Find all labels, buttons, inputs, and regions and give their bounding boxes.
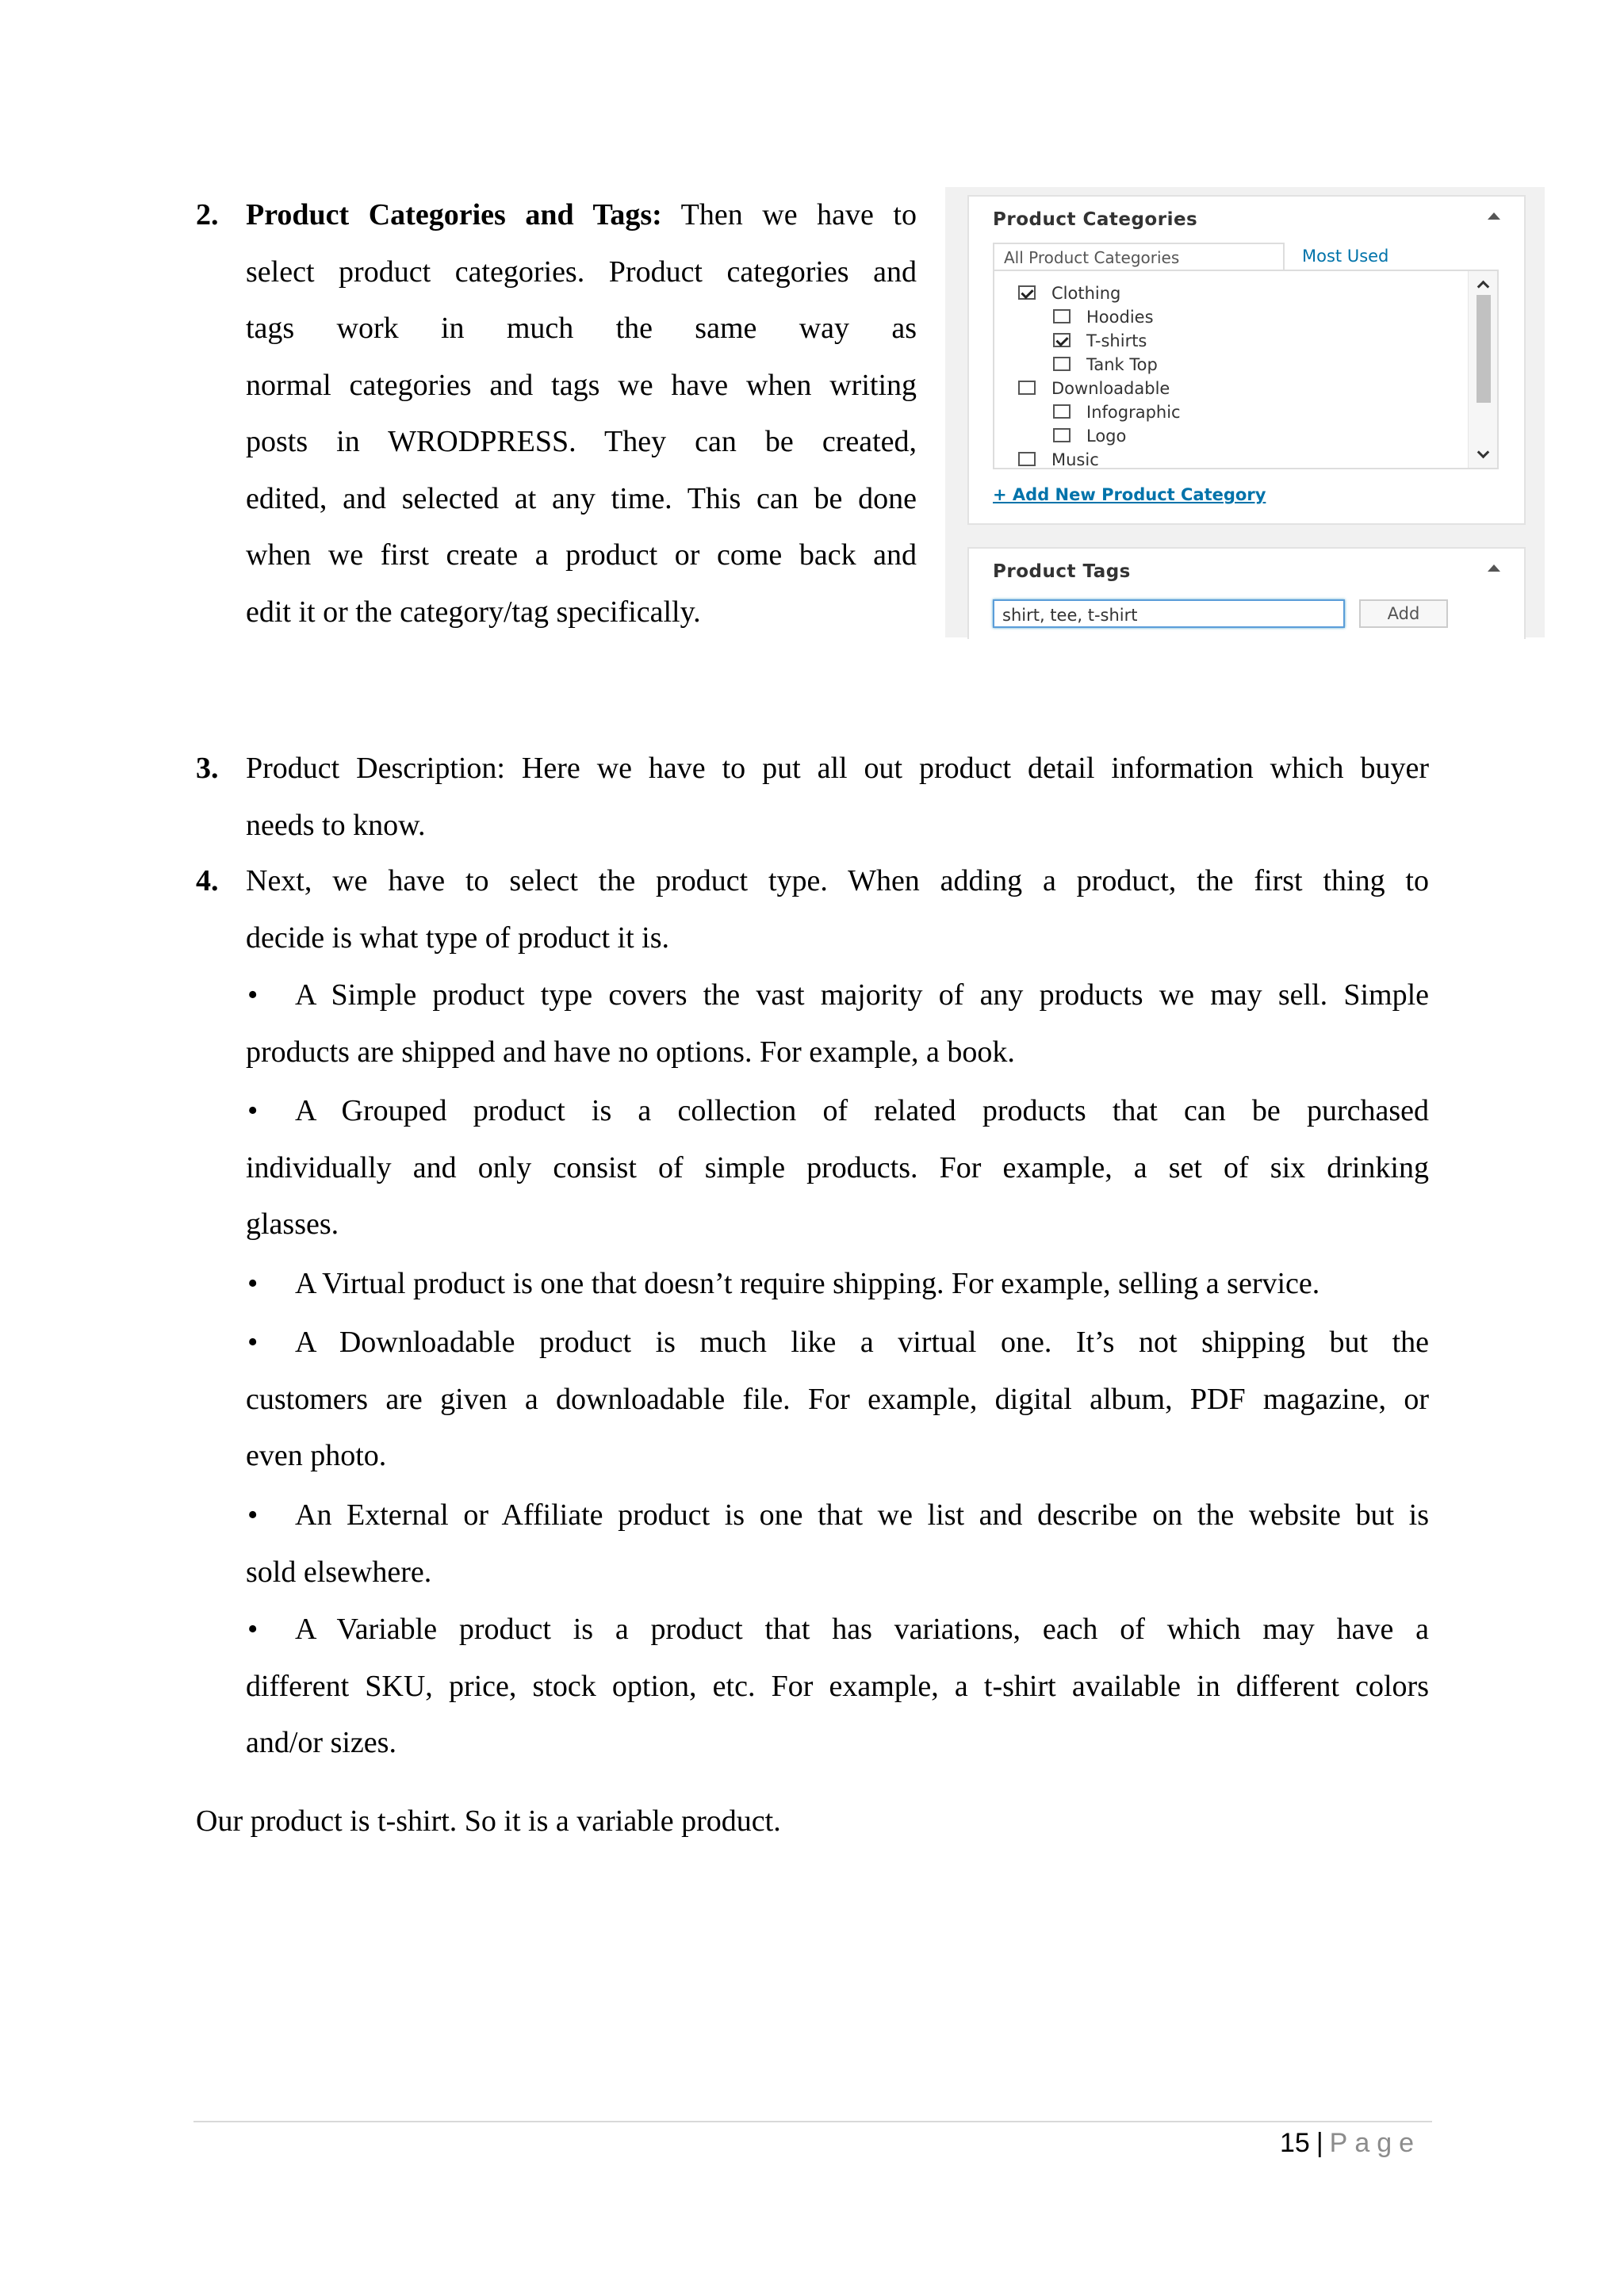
collapse-arrow-icon[interactable]: [1488, 212, 1500, 220]
page-number: 15: [1280, 2128, 1310, 2158]
item2-line: select product categories. Product categories and: [246, 254, 917, 289]
category-scrollbar[interactable]: [1468, 271, 1497, 468]
item2-line: normal categories and tags we have when writing: [246, 368, 917, 402]
bullet-line: A Variable product is a product that has variations, each of which may have a: [295, 1613, 1429, 1646]
bullet-item-grouped: [246, 1083, 1429, 1253]
product-categories-metabox: [967, 195, 1526, 525]
bullet-icon: •: [247, 1267, 259, 1300]
checkbox-icon[interactable]: [1053, 309, 1071, 323]
checkbox-icon[interactable]: [1018, 381, 1036, 395]
item4-line: decide is what type of product it is.: [246, 920, 669, 955]
page-footer: [1280, 2128, 1421, 2159]
categories-title: Product Categories: [993, 209, 1198, 230]
item4-paragraph: [246, 853, 1429, 966]
category-item-t-shirts[interactable]: T-shirts: [1053, 330, 1147, 352]
category-checklist: [993, 270, 1499, 469]
item3-line: Product Description: Here we have to put all out product detail information which buyer: [246, 752, 1429, 785]
footer-separator: |: [1316, 2128, 1323, 2158]
bullet-item-virtual: [246, 1256, 1429, 1313]
checkbox-checked-icon[interactable]: [1053, 333, 1071, 347]
bullet-line: even photo.: [246, 1439, 387, 1472]
bullet-item-downloadable: [246, 1314, 1429, 1485]
bullet-icon: •: [247, 1094, 259, 1127]
tab-most-used[interactable]: Most Used: [1302, 247, 1389, 266]
scroll-thumb[interactable]: [1477, 295, 1491, 403]
category-item-downloadable[interactable]: Downloadable: [1018, 377, 1170, 400]
checkbox-icon[interactable]: [1053, 357, 1071, 371]
item2-line: edit it or the category/tag specifically.: [246, 595, 701, 629]
closing-sentence: Our product is t-shirt. So it is a variable product.: [196, 1804, 781, 1838]
bullet-line: and/or sizes.: [246, 1726, 396, 1759]
category-item-logo[interactable]: Logo: [1053, 425, 1126, 447]
bullet-line: A Simple product type covers the vast majority of any products we may sell. Simple: [295, 978, 1429, 1012]
bullet-icon: •: [247, 978, 259, 1012]
bullet-line: individually and only consist of simple products. For example, a set of six drinking: [246, 1150, 1429, 1184]
bullet-line: different SKU, price, stock option, etc. For example, a t-shirt available in different colors: [246, 1669, 1429, 1703]
item2-line: tags work in much the same way as: [246, 312, 917, 345]
footer-divider: [193, 2121, 1432, 2122]
bullet-line: sold elsewhere.: [246, 1555, 432, 1589]
add-new-category-link[interactable]: + Add New Product Category: [993, 485, 1266, 504]
item3-line: needs to know.: [246, 808, 426, 842]
bullet-line: A Grouped product is a collection of related products that can be purchased: [295, 1094, 1429, 1127]
bullet-item-variable: [246, 1601, 1429, 1772]
checkbox-icon[interactable]: [1053, 404, 1071, 419]
item2-paragraph: [246, 187, 917, 641]
item2-line: when we first create a product or come back and: [246, 538, 917, 572]
category-item-hoodies[interactable]: Hoodies: [1053, 306, 1154, 328]
tab-all-categories[interactable]: All Product Categories: [993, 243, 1285, 271]
bullet-item-simple: [246, 967, 1429, 1081]
tags-title: Product Tags: [993, 561, 1131, 582]
bullet-line: A Virtual product is one that doesn’t require shipping. For example, selling a service.: [295, 1267, 1320, 1300]
bullet-line: customers are given a downloadable file. For example, digital album, PDF magazine, or: [246, 1382, 1429, 1416]
category-item-tank-top[interactable]: Tank Top: [1053, 354, 1158, 376]
category-item-infographic[interactable]: Infographic: [1053, 401, 1181, 423]
collapse-arrow-icon[interactable]: [1488, 564, 1500, 572]
checkbox-icon[interactable]: [1018, 452, 1036, 466]
bullet-icon: •: [247, 1498, 259, 1532]
item2-bold-lead: Product Categories and Tags:: [246, 198, 662, 232]
bullet-line: glasses.: [246, 1207, 339, 1241]
item2-line: posts in WRODPRESS. They can be created,: [246, 425, 917, 458]
bullet-line: products are shipped and have no options. For example, a book.: [246, 1035, 1015, 1069]
category-item-music[interactable]: Music: [1018, 449, 1099, 469]
list-number-4: 4.: [196, 864, 219, 897]
tags-input[interactable]: shirt, tee, t-shirt: [993, 599, 1345, 628]
list-number-3: 3.: [196, 752, 219, 785]
scroll-down-icon[interactable]: [1477, 446, 1490, 459]
bullet-line: A Downloadable product is much like a virtual one. It’s not shipping but the: [295, 1326, 1429, 1359]
item3-paragraph: [246, 740, 1429, 854]
bullet-icon: •: [247, 1326, 259, 1359]
category-item-clothing[interactable]: Clothing: [1018, 282, 1120, 304]
list-number-2: 2.: [196, 198, 219, 232]
item2-line: Product Categories and Tags: Then we have to: [246, 198, 917, 232]
product-categories-screenshot: [945, 187, 1545, 637]
checkbox-icon[interactable]: [1053, 428, 1071, 442]
page-label: Page: [1329, 2128, 1422, 2158]
scroll-up-icon[interactable]: [1477, 281, 1490, 293]
add-tag-button[interactable]: Add: [1359, 599, 1448, 628]
item4-line: Next, we have to select the product type. When adding a product, the first thing to: [246, 864, 1429, 897]
bullet-icon: •: [247, 1613, 259, 1646]
item2-line: edited, and selected at any time. This can be done: [246, 481, 917, 515]
bullet-line: An External or Affiliate product is one that we list and describe on the website but is: [295, 1498, 1429, 1532]
product-tags-metabox: [967, 547, 1526, 639]
bullet-item-external: [246, 1487, 1429, 1601]
checkbox-checked-icon[interactable]: [1018, 285, 1036, 300]
